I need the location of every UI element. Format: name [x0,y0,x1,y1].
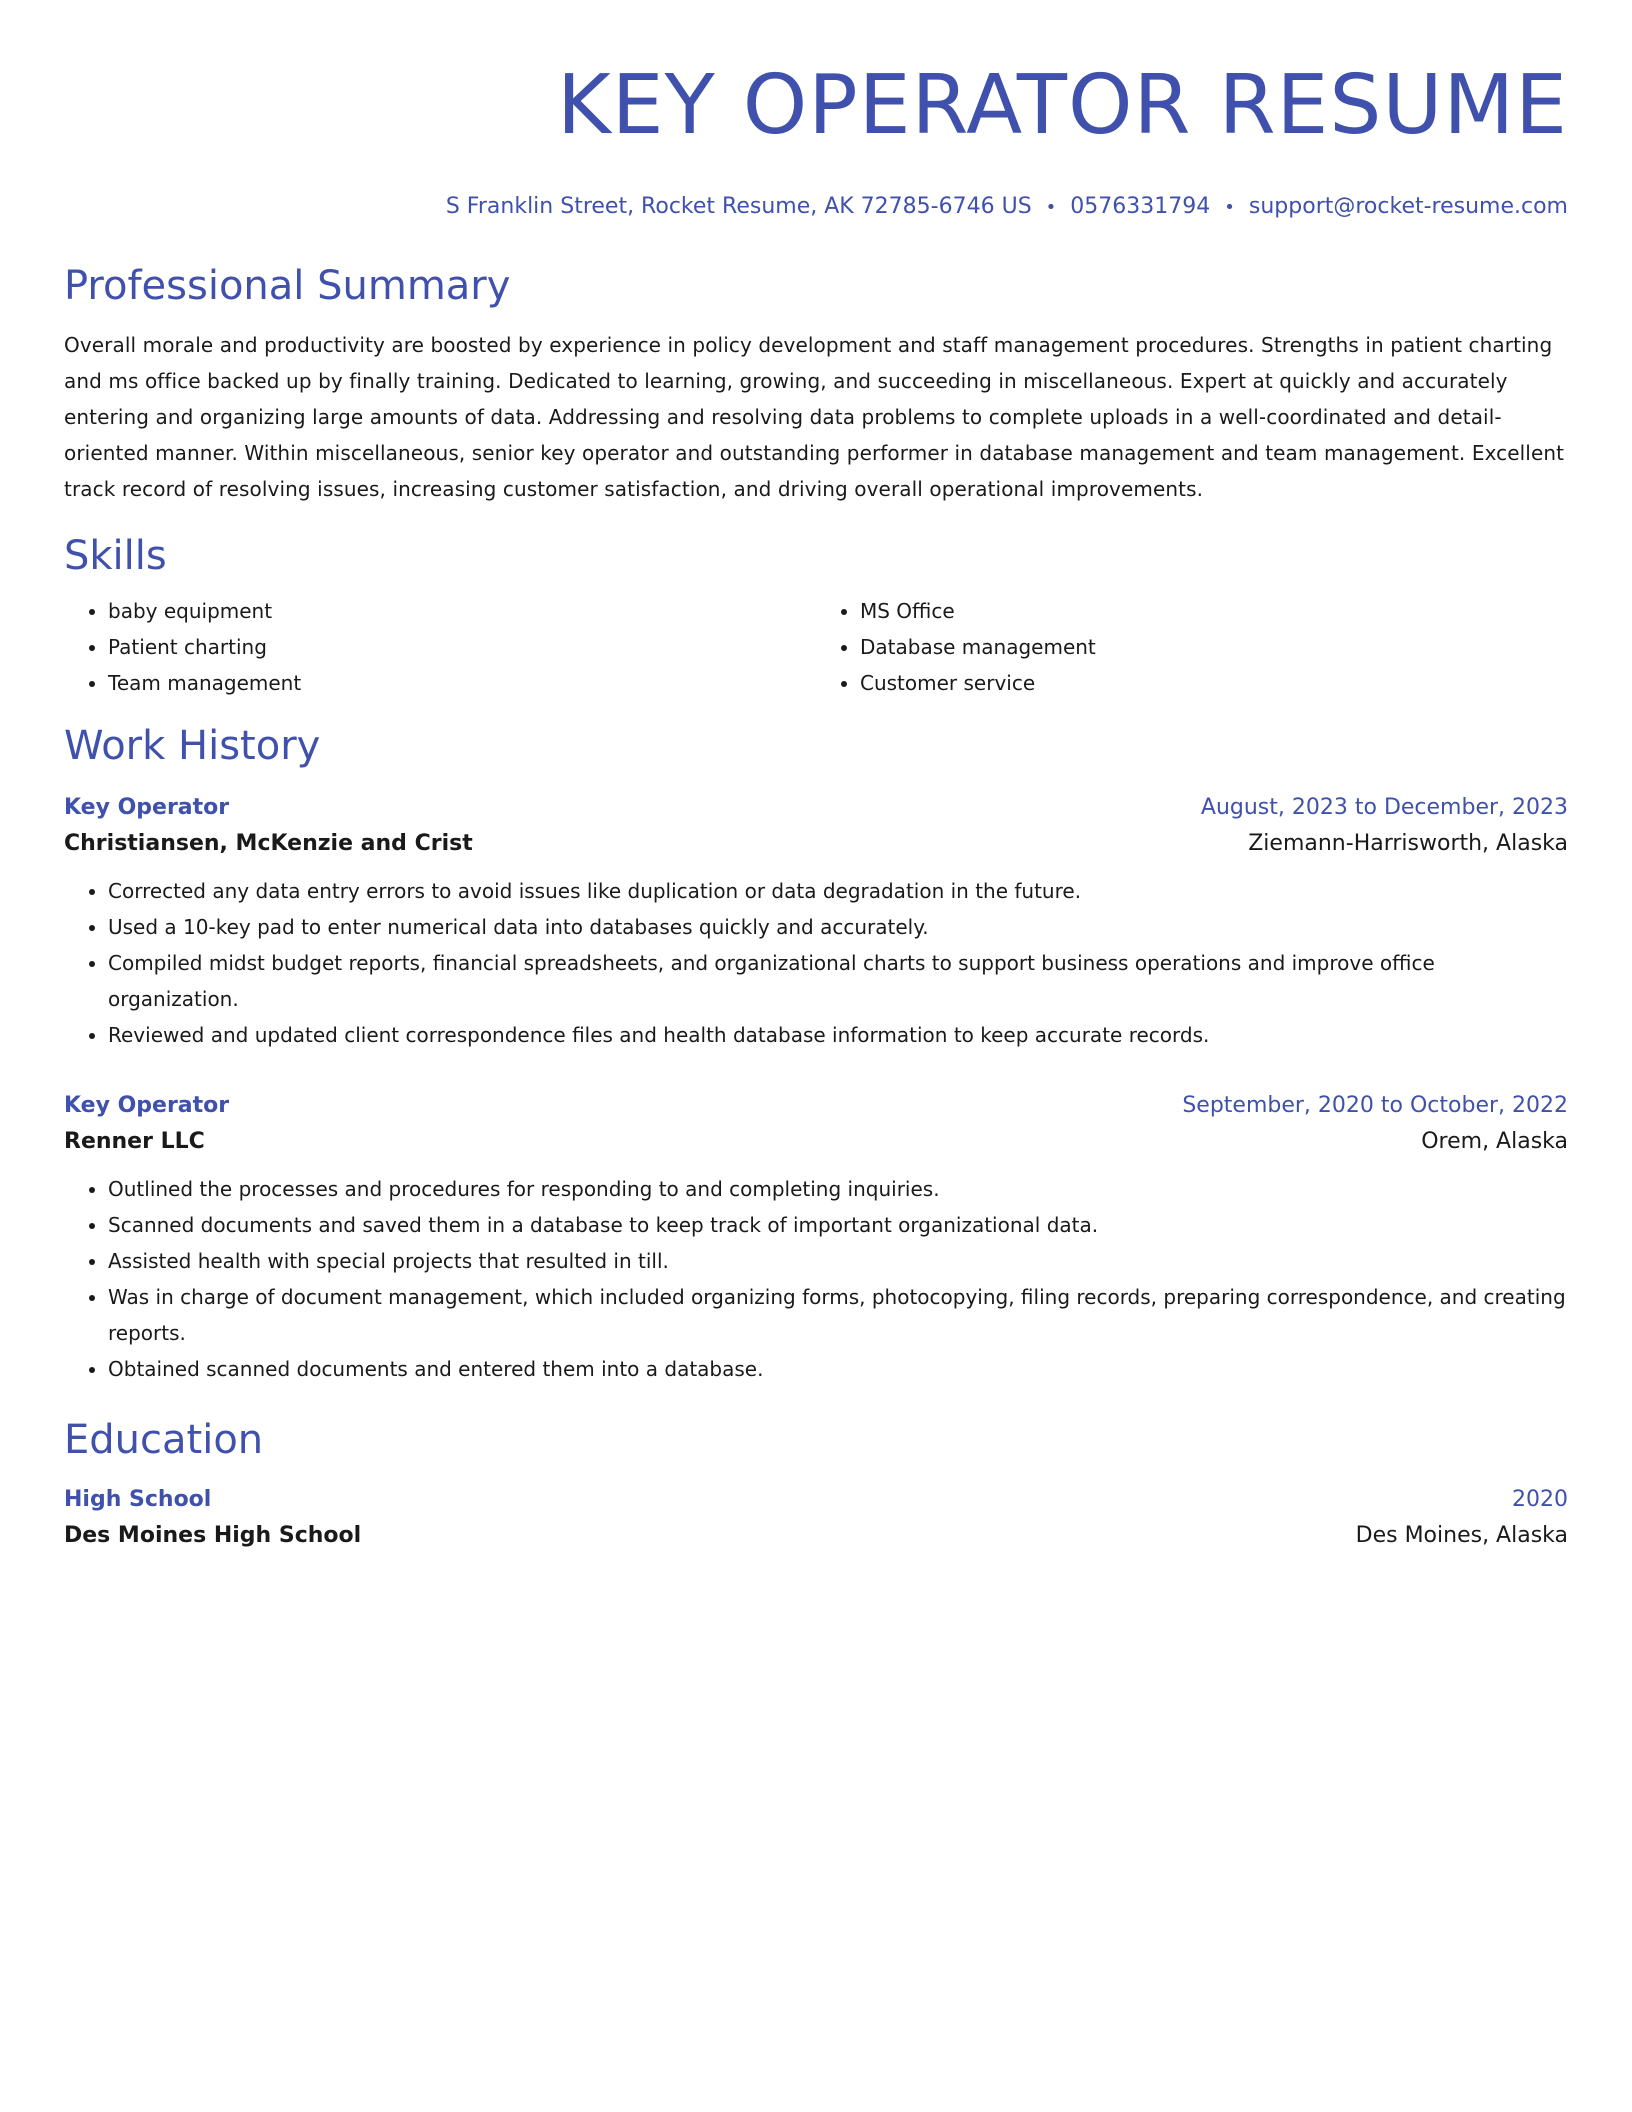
summary-text: Overall morale and productivity are boosted by experience in policy development and staff management procedures. Strengths in patient charting and ms office backed up by finally training. Dedicated to learning, growing, and succeeding in miscellaneous. Expert at quickly and accurately entering and organizing large amounts of data. Addressing and resolving data problems to complete uploads in a well-coordinated and detail-oriented manner. Within miscellaneous, senior key operator and outstanding performer in database management and team management. Excellent track record of resolving issues, increasing customer satisfaction, and driving overall operational improvements. [64,333,1565,501]
job-role: Key Operator [64,1093,230,1118]
job-title-row [64,1091,1568,1121]
job-bullet: • Used a 10-key pad to enter numerical data into databases quickly and accurately. [108,909,1568,945]
job-entry [64,793,1568,1053]
skills-heading: Skills [64,533,167,579]
job-bullet: • Assisted health with special projects that resulted in till. [108,1243,1568,1279]
education-heading: Education [64,1417,264,1463]
job-bullet: • Outlined the processes and procedures for responding to and completing inquiries. [108,1171,1568,1207]
job-bullet: • Scanned documents and saved them in a database to keep track of important organizational data. [108,1207,1568,1243]
job-bullets [64,873,1568,1053]
skill-item: • Customer service [860,665,1568,701]
education-school: Des Moines High School [64,1523,362,1548]
job-dates: August, 2023 to December, 2023 [1200,795,1568,820]
skill-item: • baby equipment [108,593,816,629]
summary-heading: Professional Summary [64,263,511,309]
job-bullet: • Was in charge of document management, which included organizing forms, photocopying, filing records, preparing correspondence, and creating reports. [108,1279,1568,1351]
skills-column-left [64,593,816,701]
job-company: Christiansen, McKenzie and Crist [64,831,473,856]
job-company: Renner LLC [64,1129,205,1154]
contact-email[interactable]: support@rocket-resume.com [1248,194,1568,219]
contact-separator: • [1224,197,1235,218]
work-history-heading: Work History [64,723,321,769]
education-school-row [64,1519,1568,1553]
skills-list [64,593,1568,701]
job-bullet: • Reviewed and updated client correspondence files and health database information to keep accurate records. [108,1017,1568,1053]
education-title-row [64,1485,1568,1515]
job-company-row [64,827,1568,861]
contact-separator: • [1045,197,1057,218]
job-bullet: • Corrected any data entry errors to avoid issues like duplication or data degradation in the future. [108,873,1568,909]
skill-item: • Team management [108,665,816,701]
resume-title: KEY OPERATOR RESUME [556,58,1568,153]
contact-phone[interactable]: 0576331794 [1070,194,1211,219]
education-degree: High School [64,1487,212,1512]
skill-item: • Patient charting [108,629,816,665]
job-location: Orem, Alaska [1421,1129,1568,1154]
job-role: Key Operator [64,795,230,820]
job-title-row [64,793,1568,823]
job-location: Ziemann-Harrisworth, Alaska [1248,831,1568,856]
job-bullet: • Compiled midst budget reports, financial spreadsheets, and organizational charts to support business operations and improve office organization. [108,945,1568,1017]
job-bullet: • Obtained scanned documents and entered them into a database. [108,1351,1568,1387]
education-location: Des Moines, Alaska [1355,1523,1568,1548]
education-entry [64,1485,1568,1553]
education-year: 2020 [1512,1487,1568,1512]
contact-line [64,192,1568,223]
skill-item: • MS Office [860,593,1568,629]
skills-column-right [816,593,1568,701]
job-bullets [64,1171,1568,1387]
job-entry [64,1091,1568,1387]
job-company-row [64,1125,1568,1159]
skill-item: • Database management [860,629,1568,665]
contact-address: S Franklin Street, Rocket Resume, AK 72785-6746 US [445,194,1032,219]
job-dates: September, 2020 to October, 2022 [1182,1093,1568,1118]
